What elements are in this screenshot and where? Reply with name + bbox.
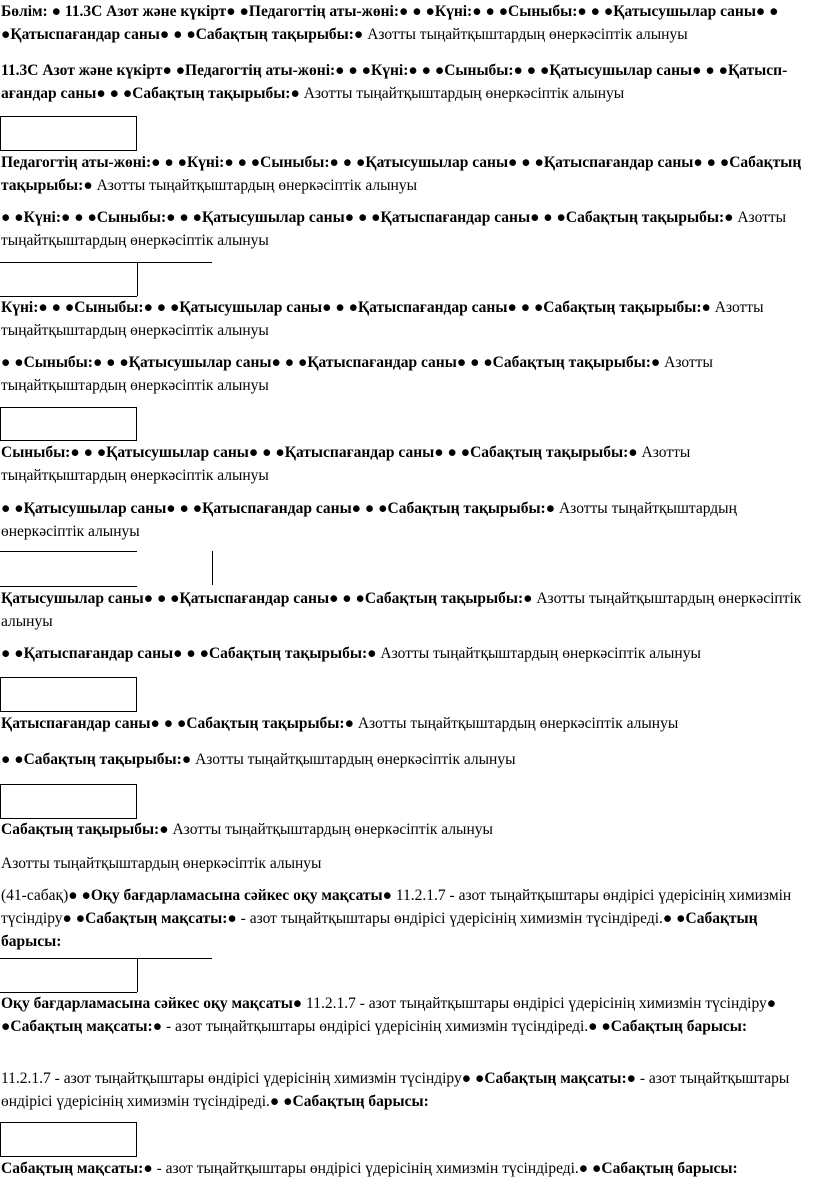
bold-label: Сабақтың мақсаты:● bbox=[85, 910, 237, 927]
paragraph-2 bbox=[1, 59, 813, 105]
bold-label: Сабақтың мақсаты:● bbox=[1, 1160, 153, 1177]
paragraph-11 bbox=[1, 712, 813, 735]
table-rule bbox=[212, 551, 213, 585]
body-text: - азот тыңайтқыштары өндірісі үдерісінің химизмін түсіндіреді.● ● bbox=[162, 1018, 611, 1035]
paragraph-5 bbox=[1, 296, 813, 342]
body-text: - азот тыңайтқыштары өндірісі үдерісінің химизмін түсіндіреді.● ● bbox=[236, 910, 686, 927]
bold-label: ● ●Сыныбы:● ● ●Қатысушылар саны● ● ●Қатыспағандар саны● ● ●Сабақтың тақырыбы:● bbox=[1, 354, 661, 371]
paragraph-8 bbox=[1, 497, 813, 543]
table-rule bbox=[0, 551, 137, 552]
paragraph-7 bbox=[1, 441, 813, 487]
bold-label: 11.3С Азот және күкірт● ●Педагогтің аты-жөні:● ● ●Күні:● ● ●Сыныбы:● ● ●Қатысушылар саны● ● ●Қатыспағандар саны● ● ●Сабақтың тақырыбы:● bbox=[1, 62, 788, 102]
bold-label: Сабақтың барысы: bbox=[292, 1093, 429, 1110]
empty-table-cell bbox=[0, 784, 137, 819]
paragraph-10 bbox=[1, 642, 813, 665]
paragraph-3 bbox=[1, 151, 813, 197]
bold-label: ● ●Қатысушылар саны● ● ●Қатыспағандар саны● ● ●Сабақтың тақырыбы:● bbox=[1, 500, 556, 517]
body-text: Азотты тыңайтқыштардың өнеркәсіптік алынуы bbox=[363, 26, 688, 43]
paragraph-4 bbox=[1, 206, 813, 252]
paragraph-13 bbox=[1, 818, 813, 841]
body-text: Азотты тыңайтқыштардың өнеркәсіптік алынуы bbox=[376, 645, 701, 662]
bold-label: Күні:● ● ●Сыныбы:● ● ●Қатысушылар саны● ● ●Қатыспағандар саны● ● ●Сабақтың тақырыбы:● bbox=[1, 299, 711, 316]
paragraph-12 bbox=[1, 748, 813, 771]
empty-table-cell bbox=[0, 1122, 137, 1157]
bold-label: Қатысушылар саны● ● ●Қатыспағандар саны● ● ●Сабақтың тақырыбы:● bbox=[1, 590, 533, 607]
table-rule bbox=[137, 958, 138, 992]
paragraph-6 bbox=[1, 351, 813, 397]
paragraph-16 bbox=[1, 992, 813, 1038]
paragraph-14 bbox=[1, 852, 813, 875]
paragraph-15 bbox=[1, 884, 813, 953]
table-rule bbox=[0, 958, 212, 959]
body-text: - азот тыңайтқыштары өндірісі үдерісінің химизмін түсіндіреді.● ● bbox=[1, 1070, 790, 1110]
body-text: Азотты тыңайтқыштардың өнеркәсіптік алынуы bbox=[191, 751, 516, 768]
bold-label: Сыныбы:● ● ●Қатысушылар саны● ● ●Қатыспағандар саны● ● ●Сабақтың тақырыбы:● bbox=[1, 444, 638, 461]
body-text: (41-сабақ)● ● bbox=[1, 887, 91, 904]
body-text: - азот тыңайтқыштары өндірісі үдерісінің химизмін түсіндіреді.● ● bbox=[152, 1160, 602, 1177]
table-rule bbox=[0, 262, 212, 263]
body-text: 11.2.1.7 - азот тыңайтқыштары өндірісі үдерісінің химизмін түсіндіру● ● bbox=[1, 995, 777, 1035]
paragraph-9 bbox=[1, 587, 813, 633]
paragraph-17 bbox=[1, 1067, 813, 1113]
bold-label: Бөлім: ● 11.3С Азот және күкірт● ●Педагогтің аты-жөні:● ● ●Күні:● ● ●Сыныбы:● ● ●Қатысушылар саны● ● ●Қатыспағандар саны● ● ●Сабақтың тақырыбы:● bbox=[1, 3, 779, 43]
body-text: 11.2.1.7 - азот тыңайтқыштары өндірісі үдерісінің химизмін түсіндіру● ● bbox=[1, 887, 792, 927]
bold-label: Сабақтың тақырыбы:● bbox=[1, 821, 169, 838]
body-text: Азотты тыңайтқыштардың өнеркәсіптік алынуы bbox=[92, 177, 418, 194]
body-text: Азотты тыңайтқыштардың өнеркәсіптік алынуы bbox=[1, 444, 691, 484]
body-text: Азотты тыңайтқыштардың өнеркәсіптік алынуы bbox=[353, 715, 679, 732]
paragraph-1 bbox=[1, 0, 813, 46]
table-rule bbox=[137, 262, 138, 296]
body-text: Азотты тыңайтқыштардың өнеркәсіптік алынуы bbox=[299, 85, 625, 102]
body-text: Азотты тыңайтқыштардың өнеркәсіптік алынуы bbox=[1, 354, 713, 394]
bold-label: Сабақтың мақсаты:● bbox=[484, 1070, 637, 1087]
bold-label: Сабақтың барысы: bbox=[1, 910, 758, 950]
body-text: 11.2.1.7 - азот тыңайтқыштары өндірісі үдерісінің химизмін түсіндіру● ● bbox=[1, 1070, 485, 1087]
body-text: Азотты тыңайтқыштардың өнеркәсіптік алынуы bbox=[1, 209, 787, 249]
empty-table-cell bbox=[0, 116, 137, 151]
bold-label: Оқу бағдарламасына сәйкес оқу мақсаты● bbox=[90, 887, 392, 904]
bold-label: Педагогтің аты-жөні:● ● ●Күні:● ● ●Сыныбы:● ● ●Қатысушылар саны● ● ●Қатыспағандар саны● ● ●Сабақтың тақырыбы:● bbox=[1, 154, 802, 194]
body-text: Азотты тыңайтқыштардың өнеркәсіптік алынуы bbox=[1, 299, 764, 339]
bold-label: Сабақтың барысы: bbox=[610, 1018, 748, 1035]
body-text: Азотты тыңайтқыштардың өнеркәсіптік алынуы bbox=[1, 500, 737, 540]
bold-label: ● ●Қатыспағандар саны● ● ●Сабақтың тақырыбы:● bbox=[1, 645, 377, 662]
bold-label: Сабақтың мақсаты:● bbox=[10, 1018, 163, 1035]
bold-label: Оқу бағдарламасына сәйкес оқу мақсаты● bbox=[1, 995, 303, 1012]
body-text: Азотты тыңайтқыштардың өнеркәсіптік алынуы bbox=[1, 855, 322, 872]
bold-label: ● ●Күні:● ● ●Сыныбы:● ● ●Қатысушылар саны● ● ●Қатыспағандар саны● ● ●Сабақтың тақырыбы:● bbox=[1, 209, 734, 226]
body-text: Азотты тыңайтқыштардың өнеркәсіптік алынуы bbox=[1, 590, 802, 630]
paragraph-18 bbox=[1, 1157, 813, 1180]
bold-label: ● ●Сабақтың тақырыбы:● bbox=[1, 751, 192, 768]
empty-table-cell bbox=[0, 407, 137, 441]
bold-label: Қатыспағандар саны● ● ●Сабақтың тақырыбы:● bbox=[1, 715, 354, 732]
body-text: Азотты тыңайтқыштардың өнеркәсіптік алынуы bbox=[168, 821, 493, 838]
bold-label: Сабақтың барысы: bbox=[601, 1160, 738, 1177]
empty-table-cell bbox=[0, 677, 137, 712]
